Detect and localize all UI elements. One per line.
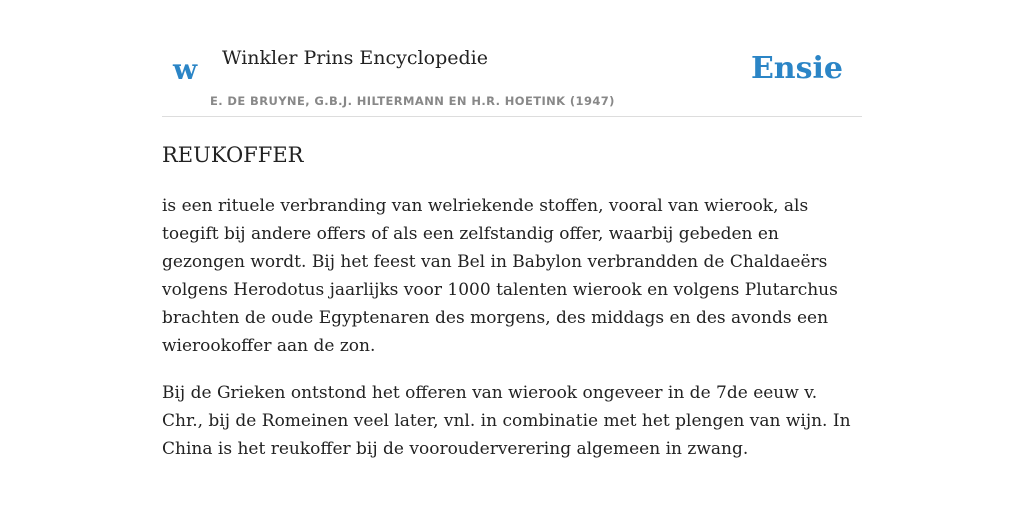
- header: [162, 0, 862, 117]
- winkler-prins-logo[interactable]: w: [173, 53, 198, 86]
- ensie-logo[interactable]: Ensie: [750, 51, 843, 86]
- article-title: REUKOFFER: [162, 143, 304, 167]
- book-title[interactable]: Winkler Prins Encyclopedie: [222, 47, 488, 69]
- article-paragraph: is een rituele verbranding van welriekende stoffen, vooral van wierook, als toegift bij andere offers of als een zelfstandig offer, waarbij gebeden en gezongen wordt. Bij het feest van Bel in Babylon verbrandden de Chaldaeërs volgens Herodotus jaarlijks voor 1000 talenten wierook en volgens Plutarchus brachten de oude Egyptenaren des morgens, des middags en des avonds een wierookoffer aan de zon.: [162, 196, 838, 356]
- article-body: [162, 192, 862, 482]
- book-authors: E. DE BRUYNE, G.B.J. HILTERMANN EN H.R. HOETINK (1947): [210, 94, 615, 108]
- page-container: [162, 0, 862, 512]
- article-paragraph: Bij de Grieken ontstond het offeren van wierook ongeveer in de 7de eeuw v. Chr., bij de Romeinen veel later, vnl. in combinatie met het plengen van wijn. In China is het reukoffer bij de voorouderverering algemeen in zwang.: [162, 383, 851, 459]
